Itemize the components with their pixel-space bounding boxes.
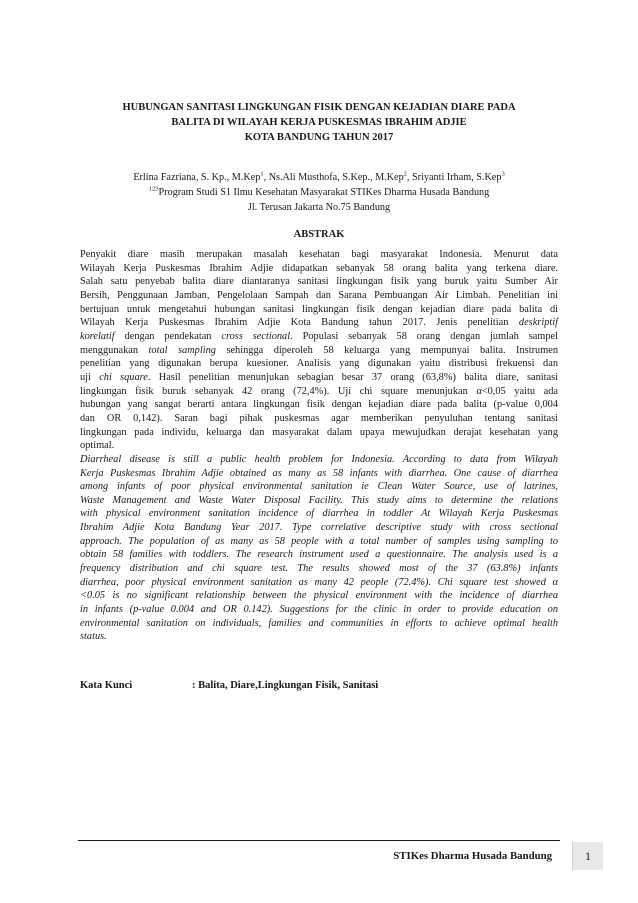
title-line-3: KOTA BANDUNG TAHUN 2017	[244, 132, 394, 143]
abstract-id-line: lingkungan fisik buruk sebanyak 42 orang (72,4%). Uji chi square menunjukan α<0,05 yaitu ada	[80, 385, 558, 397]
term-korelatif: korelatif	[80, 330, 115, 342]
author-block	[80, 170, 558, 215]
abstract-id-line-10-end: . Hasil penelitian menunjukan sebagian besar 37 orang (63,8%) balita diare, sanitasi	[147, 371, 558, 383]
abstract-en-line: Diarrheal disease is still a public health problem for Indonesia. According to data from Wilayah	[80, 453, 558, 465]
abstract-id-line: bertujuan untuk mengetahui hubungan sanitasi lingkungan fisik dengan kejadian diare pada balita di	[80, 303, 558, 315]
affiliation	[80, 185, 558, 200]
abstract-id-line-7	[80, 330, 558, 344]
term-deskriptif: deskriptif	[518, 317, 558, 329]
term-total-sampling: total sampling	[148, 344, 216, 356]
abstract-id-line-10-start: uji	[80, 371, 100, 383]
abstract-id-line: lingkungan pada individu, keluarga dan masyarakat dalam upaya mewujudkan derajat kesehatan yang	[80, 426, 558, 438]
affiliation-text: Program Studi S1 Ilmu Kesehatan Masyarakat STIKes Dharma Husada Bandung	[158, 187, 490, 198]
title-line-2: BALITA DI WILAYAH KERJA PUSKESMAS IBRAHIM ADJIE	[171, 117, 467, 128]
abstract-id-line-7-mid: dengan pendekatan	[114, 330, 222, 342]
abstract-en-line: <0.05 is no significant relationship between the physical environment with the incidence of diarrhea	[80, 590, 558, 602]
author-1: Erlina Fazriana, S. Kp., M.Kep	[133, 172, 261, 183]
author-3-sup: 3	[501, 170, 505, 178]
abstract-en-line: obtain 58 families with toddlers. The research instrument used a questionnaire. The analysis used is a	[80, 549, 558, 561]
abstract-en-line: with physical environment sanitation incidence of diarrhea in toddler At Wilayah Kerja Puskesmas	[80, 508, 558, 520]
abstract-en-line: diarrhea, poor physical environment sanitation as many 42 people (72.4%). Chi square test showed α	[80, 576, 558, 588]
abstract-en-line: Ibrahim Adjie Kota Bandung Year 2017. Type correlative descriptive study with cross sectional	[80, 522, 558, 534]
abstract-en-line: approach. The population of as many as 58 people with a total number of samples using sampling to	[80, 535, 558, 547]
footer-divider	[78, 840, 560, 841]
abstract-en-last-line: status.	[80, 631, 107, 643]
abstract-id-line: Salah satu penyebab balita diare diantaranya sanitasi lingkungan fisik yang buruk yaitu Sumber Air	[80, 276, 558, 288]
abstract-en-line: among infants of poor physical environmental sanitation ie Clean Water Source, use of latrines,	[80, 481, 558, 493]
abstract-id-line: hubungan yang sangat berarti antara lingkungan fisik dengan kejadian diare pada balita (p-value 0,004	[80, 399, 558, 411]
abstract-en-line: environmental sanitation on individuals, families and communities in efforts to achieve optimal health	[80, 617, 558, 629]
abstract-en-line: frequency distribution and chi square test. The results showed most of the 37 (63.8%) infants	[80, 563, 558, 575]
page-number: 1	[572, 842, 603, 870]
abstract-body	[80, 248, 558, 644]
abstract-id-line: Wilayah Kerja Puskesmas Ibrahim Adjie didapatkan sebanyak 58 orang balita yang terkena diare.	[80, 262, 558, 274]
abstract-id-line: Penyakit diare masih merupakan masalah kesehatan bagi masyarakat Indonesia. Menurut data	[80, 249, 558, 260]
abstract-id-line-10	[80, 371, 558, 385]
author-2-sup: 2	[403, 170, 407, 178]
abstract-heading: ABSTRAK	[293, 229, 345, 240]
address: Jl. Terusan Jakarta No.75 Bandung	[247, 202, 391, 213]
abstract-id-line-8-start: menggunakan	[80, 344, 149, 356]
abstract-en-line: in infants (p-value 0.004 and OR 0.142). Suggestions for the clinic in order to provide education on	[80, 604, 558, 616]
author-names	[80, 170, 558, 185]
abstract-id-line-7-end: . Populasi sebanyak 58 orang dengan jumlah sampel	[290, 330, 558, 342]
author-1-sup: 1	[260, 170, 264, 178]
author-3: , Sriyanti Irham, S.Kep	[406, 172, 502, 183]
title-line-1: HUBUNGAN SANITASI LINGKUNGAN FISIK DENGAN KEJADIAN DIARE PADA	[122, 102, 516, 113]
abstract-id-line-8	[80, 344, 558, 358]
term-chi-square: chi square	[99, 371, 148, 383]
keywords-label: Kata Kunci	[80, 680, 133, 691]
abstract-id-line-6	[80, 316, 558, 330]
abstract-en-line: Waste Management and Waste Water Disposal Facility. This study aims to determine the relations	[80, 494, 558, 506]
abstract-id-line: dan OR 0,142). Saran bagi pihak puskesmas agar memberikan penyuluhan tentang sanitasi	[80, 412, 558, 424]
abstract-en-line: Kerja Puskesmas Ibrahim Adjie obtained as many as 58 infants with diarrhea. One cause of diarrhea	[80, 467, 558, 479]
author-2: , Ns.Ali Musthofa, S.Kep., M.Kep	[263, 172, 404, 183]
abstract-id-line: penelitian yang digunakan berupa kuesioner. Analisis yang digunakan yaitu distribusi frekuensi dan	[80, 358, 558, 370]
affiliation-sup: 123	[148, 185, 159, 193]
abstract-id-line: Bersih, Penggunaan Jamban, Pengelolaan Sampah dan Sarana Pembuangan Air Limbah. Penelitian ini	[80, 289, 558, 301]
paper-title	[90, 100, 548, 145]
abstract-id-last-line: optimal.	[80, 440, 115, 452]
footer-institution: STIKes Dharma Husada Bandung	[393, 850, 552, 862]
term-cross-sectional: cross sectional	[221, 330, 291, 342]
abstract-id-line-6-text: Wilayah Kerja Puskesmas Ibrahim Adjie Kota Bandung tahun 2017. Jenis penelitian	[80, 317, 509, 329]
keywords-value: : Balita, Diare,Lingkungan Fisik, Sanitasi	[192, 680, 379, 691]
abstract-id-line-8-end: sehingga diperoleh 58 keluarga yang mempunyai balita. Instrumen	[215, 344, 559, 356]
keywords	[80, 680, 558, 691]
